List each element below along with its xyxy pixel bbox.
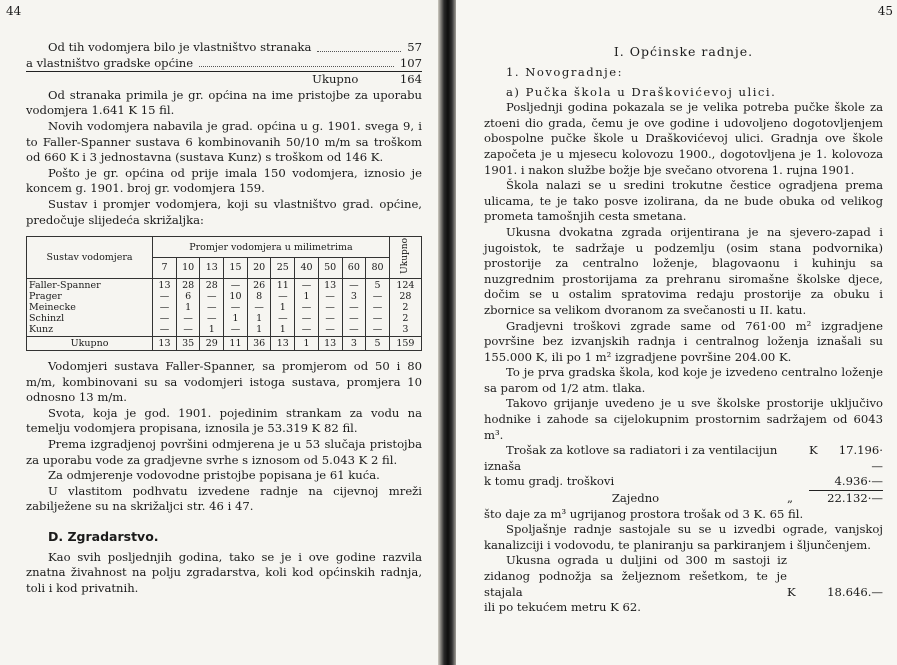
table-cell: 28 [182, 279, 195, 291]
diameter-header: Promjer vodomjera u milimetrima [153, 237, 390, 258]
table-cell: — [349, 301, 359, 313]
table-cell: 11 [276, 279, 289, 291]
total-cell: 13 [271, 336, 295, 350]
system-name: Schinzl [29, 312, 65, 324]
total-cell: 1 [295, 336, 319, 350]
table-cell: 1 [185, 301, 192, 313]
table-cell: 1 [208, 323, 215, 335]
row-total: 3 [402, 323, 409, 335]
intro-total: Ukupno 164 [312, 72, 422, 87]
diameter-column [224, 278, 248, 336]
section-text: Kao svih posljednjih godina, tako se je i ove godine razvila znatna živahnost na polju zgradarstva, koli kod općinskih radnja, toli i kod privatnih. [26, 549, 422, 596]
diameter-10: 10 [176, 258, 200, 279]
table-cell: 13 [324, 279, 337, 291]
table-cell: — [159, 290, 170, 302]
paragraph: Prema izgradjenoj površini odmjerena je u 53 slučaja pristojba za uporabu vode za gradjevne svrhe s iznosom od 5.043 K 2 fil. [26, 436, 422, 467]
system-header: Sustav vodomjera [27, 237, 153, 279]
paragraph: Pošto je gr. općina od prije imala 150 vodomjera, iznosio je koncem g. 1901. broj gr. vodomjera 159. [26, 165, 422, 196]
table-cell: 1 [303, 290, 310, 302]
water-meter-table [26, 236, 422, 351]
table-cell: — [325, 290, 335, 302]
total-header: Ukupno [399, 238, 410, 274]
table-cell: — [301, 301, 312, 313]
table-cell: 10 [229, 290, 242, 302]
table-cell: — [278, 312, 288, 324]
table-cell: — [349, 279, 359, 291]
book-gutter [438, 0, 458, 665]
table-cell: — [301, 323, 312, 335]
total-cell: 5 [366, 336, 390, 350]
paragraph: Ukusna dvokatna zgrada orijentirana je na sjevero-zapad i jugoistok, te sadržaje u podzemlju (osim stana podvornika) prostorije za centralno loženje, blagovaonu i kuhinju sa nuzgrednim prostorijama za prehranu siromašne školske djece, dočim se u ostalim spratovima redaju prostorije za obuku i zbornice sa velikom dvoranom za svečanosti u II. katu. [484, 224, 883, 317]
diameter-13: 13 [200, 258, 224, 279]
table-cell: 1 [279, 323, 286, 335]
table-cell: — [254, 301, 264, 313]
table-cell: — [372, 301, 383, 313]
paragraph: Novih vodomjera nabavila je grad. općina u g. 1901. svega 9, i to Faller-Spanner sustava 6 kombinovanih 50/10 m/m sa troškom od 660 K i 3 jednostavna (sustava Kunz) s troškom od 146 K. [26, 118, 422, 165]
table-cell: 28 [205, 279, 218, 291]
row-totals [389, 278, 421, 336]
total-cell: 36 [247, 336, 271, 350]
grand-total: 159 [389, 336, 421, 350]
table-cell: 5 [374, 279, 381, 291]
table-cell: — [207, 290, 217, 302]
fence-cost-tail: ili po tekućem metru K 62. [484, 600, 641, 615]
paragraph: Takovo grijanje uvedeno je u sve školske prostorije uključivo hodnike i zahode sa cijelokupnim prostornim sadržajem od 6043 m³. [484, 396, 883, 442]
diameter-column [153, 278, 177, 336]
table-cell: 1 [256, 312, 263, 324]
paragraph: Vodomjeri sustava Faller-Spanner, sa promjerom od 50 i 80 m/m, kombinovani su sa vodomjeri istoga sustava, promjera 10 odnosno 13 m/m. [26, 358, 422, 405]
diameter-15: 15 [224, 258, 248, 279]
diameter-column [342, 278, 366, 336]
cost-row-1: Trošak za kotlove sa radiatori i za ventilacijun iznaša K 17.196·— [484, 443, 883, 473]
row-total: 28 [399, 290, 412, 302]
table-cell: — [372, 312, 383, 324]
page-heading: I. Općinske radnje. [613, 44, 754, 59]
diameter-column [366, 278, 390, 336]
paragraph: Gradjevni troškovi zgrade same od 761·00 m² izgradjene površine bez izvanjskih radnja i centralnog loženja iznašali su 155.000 K, ili po 1 m² izgradjene površine 204.00 K. [484, 318, 883, 364]
system-name: Faller-Spanner [29, 279, 101, 291]
table-cell: — [230, 279, 241, 291]
system-name: Meinecke [29, 301, 76, 313]
table-cell: — [159, 312, 170, 324]
paragraph: U vlastitom podhvatu izvedene radnje na cijevnoj mreži zabilježene su na skrižaljci str. 46 i 47. [26, 483, 422, 514]
diameter-column [271, 278, 295, 336]
table-cell: 1 [232, 312, 239, 324]
table-cell: 1 [256, 323, 263, 335]
table-cell: — [325, 312, 335, 324]
table-cell: — [207, 312, 217, 324]
table-cell: — [349, 312, 359, 324]
paragraph: Od stranaka primila je gr. općina na ime pristojbe za uporabu vodomjera 1.641 K 15 fil. [26, 87, 422, 118]
page-number-right: 45 [877, 4, 893, 18]
subheading-1: 1. Novogradnje: [506, 65, 624, 79]
table-cell: — [230, 323, 241, 335]
diameter-column [247, 278, 271, 336]
diameter-column [295, 278, 319, 336]
total-cell: 29 [200, 336, 224, 350]
system-name: Prager [29, 290, 62, 302]
table-cell: — [301, 279, 312, 291]
diameter-40: 40 [295, 258, 319, 279]
table-cell: — [325, 323, 335, 335]
diameter-20: 20 [247, 258, 271, 279]
table-cell: — [183, 312, 193, 324]
total-cell: 13 [318, 336, 342, 350]
total-cell: 11 [224, 336, 248, 350]
diameter-25: 25 [271, 258, 295, 279]
table-cell: — [207, 301, 217, 313]
left-page [0, 0, 440, 665]
fence-cost: Ukusna ograda u duljini od 300 m sastoji iz zidanog podnožja sa željeznom rešetkom, te je stajala K 18.646.— [484, 553, 883, 599]
row-total: 124 [396, 279, 415, 291]
table-cell: 3 [350, 290, 357, 302]
table-cell: — [372, 323, 383, 335]
table-cell: — [159, 323, 170, 335]
row-total: 2 [402, 301, 409, 313]
table-cell: 8 [256, 290, 263, 302]
total-cell: 3 [342, 336, 366, 350]
diameter-7: 7 [153, 258, 177, 279]
subheading-2: a) Pučka škola u Draškovićevoj ulici. [506, 84, 777, 99]
diameter-column [200, 278, 224, 336]
paragraph: Škola nalazi se u sredini trokutne čestice ogradjena prema ulicama, te je tako posve izolirana, da ne bude obuka od velikog prometa tamošnjih cesta smetana. [484, 178, 883, 224]
diameter-80: 80 [366, 258, 390, 279]
paragraph: Sustav i promjer vodomjera, koji su vlastništvo grad. općine, predočuje slijedeća skrižaljka: [26, 196, 422, 227]
intro-line-1: Od tih vodomjera bilo je vlastništvo stranaka 57 [48, 40, 422, 54]
diameter-column [318, 278, 342, 336]
table-cell: — [183, 323, 193, 335]
system-name: Kunz [29, 323, 54, 335]
table-cell: — [301, 312, 312, 324]
total-cell: 35 [176, 336, 200, 350]
table-cell: — [278, 290, 288, 302]
system-names [27, 278, 153, 336]
table-cell: — [159, 301, 170, 313]
paragraph: Posljednji godina pokazala se je velika potreba pučke škole za ztoeni dio grada, čemu je ove godine i udovoljeno dogotovljenjem obospolne pučke škole u Draškovićevoj ulici. Gradnja ove škole započeta je u mjesecu kolovozu 1900., dogotovljena je 1. kolovoza 1901. i nakon službe božje bje svečano otvorena 1. rujna 1901. [484, 100, 883, 177]
table-cell: — [372, 290, 383, 302]
intro-line-2: a vlastništvo gradske općine 107 [26, 56, 422, 73]
page-number-left: 44 [6, 4, 22, 18]
table-cell: 13 [158, 279, 171, 291]
right-page [456, 0, 897, 665]
row-total: 2 [402, 312, 409, 324]
table-cell: — [230, 301, 241, 313]
after-costs: što daje za m³ ugrijanog prostora trošak od 3 K. 65 fil. [484, 506, 804, 521]
paragraph: Svota, koja je god. 1901. pojedinim strankam za vodu na temelju vodomjera propisana, iznosila je 53.319 K 82 fil. [26, 405, 422, 436]
table-cell: 26 [253, 279, 266, 291]
section-heading: D. Zgradarstvo. [48, 528, 159, 544]
cost-row-2: k tomu gradj. troškovi 4.936·— [484, 474, 883, 491]
diameter-column [176, 278, 200, 336]
paragraph: Za odmjerenje vodovodne pristojbe popisana je 61 kuća. [48, 468, 380, 483]
table-cell: 6 [185, 290, 192, 302]
table-cell: — [325, 301, 335, 313]
paragraph: Spoljašnje radnje sastojale su se u izvedbi ograde, vanjskoj kanalizciji i vodovodu, te planiranju sa parkiranjem i šljunčenjem. [484, 522, 883, 552]
cost-total: Zajedno „ 22.132·— [611, 491, 883, 506]
diameter-50: 50 [318, 258, 342, 279]
diameter-60: 60 [342, 258, 366, 279]
table-cell: — [349, 323, 359, 335]
total-cell: 13 [153, 336, 177, 350]
paragraph: To je prva gradska škola, kod koje je izvedeno centralno loženje sa parom od 1/2 atm. tlaka. [484, 365, 883, 395]
total-row-label: Ukupno [27, 336, 153, 350]
table-cell: 1 [279, 301, 286, 313]
